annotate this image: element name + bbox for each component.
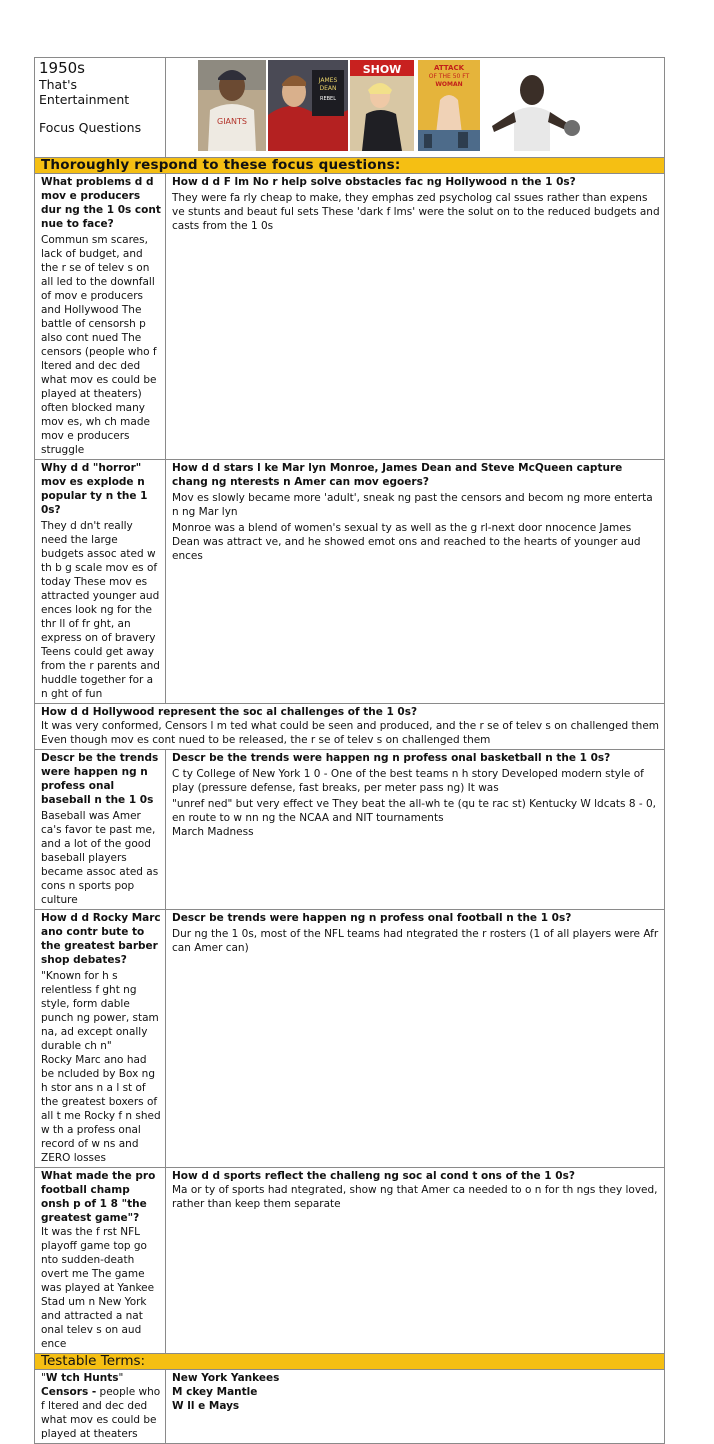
row-4 xyxy=(35,750,665,910)
answer-text: "Known for h s relentless f ght ng style, form dable punch ng power, stam na, ad except onally durable ch n" xyxy=(41,970,159,1052)
worksheet-table xyxy=(34,57,665,1444)
show-magazine-cover xyxy=(350,60,414,151)
term-line xyxy=(41,1385,161,1441)
baseball-player-photo xyxy=(198,60,266,151)
attack-of-the-50-foot-woman-poster xyxy=(418,60,480,151)
answer-text: It was the f rst NFL playoff game top go nto sudden-death overt me The game was played at Yankee Stad um n New York and attracted a nat onal telev s on aud ence xyxy=(41,1226,155,1350)
svg-text:ATTACK: ATTACK xyxy=(433,64,465,72)
basketball-player-photo xyxy=(484,60,580,151)
header-photo-strip xyxy=(166,58,665,158)
answer-text: Dur ng the 1 0s, most of the NFL teams had ntegrated the r rosters (1 of all players were Afr can Amer can) xyxy=(172,928,659,954)
quote-mark: " xyxy=(118,1372,124,1384)
question-cell xyxy=(35,460,166,704)
focus-banner: Thoroughly respond to these focus questions: xyxy=(35,158,665,174)
question-text: How d d Hollywood represent the soc al challenges of the 1 0s? xyxy=(41,706,418,718)
answer-text: Monroe was a blend of women's sexual ty as well as the g rl-next door nnocence James Dean was attract ve, and he showed emot ons and reached to the hearts of younger aud ences xyxy=(172,522,641,562)
question-cell xyxy=(166,174,665,460)
testable-banner-row xyxy=(35,1354,665,1370)
row-1 xyxy=(35,174,665,460)
row-5 xyxy=(35,910,665,1168)
worksheet xyxy=(34,57,665,1444)
question-cell xyxy=(35,174,166,460)
subtitle-line-2: Entertainment xyxy=(39,92,130,107)
page-title: 1950s xyxy=(39,59,85,77)
term-witch-hunts: W tch Hunts xyxy=(45,1372,119,1384)
question-cell xyxy=(35,750,166,910)
row-2 xyxy=(35,460,665,704)
question-cell xyxy=(35,910,166,1168)
question-text: How d d Rocky Marc ano contr bute to the greatest barber shop debates? xyxy=(41,912,161,966)
svg-text:GIANTS: GIANTS xyxy=(217,117,247,126)
svg-text:DEAN: DEAN xyxy=(319,85,337,92)
svg-text:JAMES: JAMES xyxy=(318,77,338,84)
terms-row xyxy=(35,1370,665,1444)
header-row xyxy=(35,58,665,158)
question-text: Descr be trends were happen ng n profess onal football n the 1 0s? xyxy=(172,912,572,924)
focus-label: Focus Questions xyxy=(39,120,142,135)
answer-text: Baseball was Amer ca's favor te past me, and a lot of the good baseball players became assoc ated as cons n sports pop culture xyxy=(41,810,159,906)
answer-text: Mov es slowly became more 'adult', sneak ng past the censors and becom ng more enterta n ng Mar lyn xyxy=(172,492,653,518)
terms-right-cell xyxy=(166,1370,665,1444)
question-text: Why d d "horror" mov es explode n popular ty n the 1 0s? xyxy=(41,462,148,516)
question-text: How d d sports reflect the challeng ng soc al cond t ons of the 1 0s? xyxy=(172,1170,575,1182)
focus-banner-row xyxy=(35,158,665,174)
question-text: How d d F lm No r help solve obstacles fac ng Hollywood n the 1 0s? xyxy=(172,176,576,188)
header-title-cell xyxy=(35,58,166,158)
answer-text: Ma or ty of sports had ntegrated, show ng that Amer ca needed to o n for th ngs they loved, rather than keep them separate xyxy=(172,1184,658,1210)
term-willie-mays: W ll e Mays xyxy=(172,1400,240,1412)
term-censors: Censors - xyxy=(41,1386,97,1398)
answer-text: They d dn't really need the large budgets assoc ated w th b g scale mov es of today These mov es attracted younger aud ences look ng for the thr ll of fr ght, an express on of bravery Teens could get away from the r parents and huddle together for a n ght of fun xyxy=(41,520,160,700)
answer-text: It was very conformed, Censors l m ted what could be seen and produced, and the r se of telev s on challenged them Even though mov es cont nued to be released, the r se of telev s on challenged them xyxy=(41,720,660,746)
question-cell xyxy=(166,750,665,910)
answer-text: Rocky Marc ano had be ncluded by Box ng h stor ans n a l st of the greatest boxers of all t me Rocky f n shed w th a profess onal record of w ns and ZERO losses xyxy=(41,1054,161,1164)
question-cell xyxy=(166,910,665,1168)
question-text: What problems d d mov e producers dur ng the 1 0s cont nue to face? xyxy=(41,176,161,230)
term-line xyxy=(41,1371,161,1385)
quote-mark: " xyxy=(41,1372,46,1384)
svg-text:REBEL: REBEL xyxy=(319,96,337,102)
row-3 xyxy=(35,704,665,750)
term-definition: people who f ltered and dec ded what mov es could be played at theaters xyxy=(41,1386,161,1440)
question-text: Descr be the trends were happen ng n profess onal baseball n the 1 0s xyxy=(41,752,159,806)
question-cell xyxy=(35,1168,166,1354)
answer-text: C ty College of New York 1 0 - One of the best teams n h story Developed modern style of play (pressure defense, fast breaks, per meter pass ng) It was xyxy=(172,768,644,794)
term-new-york-yankees: New York Yankees xyxy=(172,1372,280,1384)
answer-text: Commun sm scares, lack of budget, and the r se of telev s on all led to the downfall of mov e producers and Hollywood The battle of censorsh p also cont nued The censors (people who f ltered and dec ded what mov es could be played at theaters) often blocked many mov es, wh ch made mov e producers struggle xyxy=(41,234,157,456)
terms-left-cell xyxy=(35,1370,166,1444)
svg-text:SHOW: SHOW xyxy=(362,63,402,76)
subtitle-line-1: That's xyxy=(39,77,78,92)
question-cell xyxy=(35,704,665,750)
rebel-without-a-cause-poster xyxy=(268,60,348,151)
term-mickey-mantle: M ckey Mantle xyxy=(172,1386,258,1398)
answer-text: March Madness xyxy=(172,826,254,838)
answer-text: They were fa rly cheap to make, they emphas zed psycholog cal ssues rather than expens ve stunts and beaut ful sets These 'dark f lms' were the solut on to the reduced budgets and casts from the 1 0s xyxy=(172,192,660,232)
answer-text: "unref ned" but very effect ve They beat the all-wh te (qu te rac st) Kentucky W ldcats 8 - 0, en route to w nn ng the NCAA and NIT tournaments xyxy=(172,798,657,824)
svg-text:WOMAN: WOMAN xyxy=(435,81,463,88)
testable-terms-banner: Testable Terms: xyxy=(35,1354,665,1370)
question-cell xyxy=(166,460,665,704)
question-cell xyxy=(166,1168,665,1354)
svg-text:OF THE 50 FT: OF THE 50 FT xyxy=(428,73,470,80)
question-text: Descr be the trends were happen ng n profess onal basketball n the 1 0s? xyxy=(172,752,611,764)
row-6 xyxy=(35,1168,665,1354)
question-text: What made the pro football champ onsh p of 1 8 "the greatest game"? xyxy=(41,1170,156,1224)
question-text: How d d stars l ke Mar lyn Monroe, James Dean and Steve McQueen capture chang ng nterests n Amer can mov egoers? xyxy=(172,462,623,488)
